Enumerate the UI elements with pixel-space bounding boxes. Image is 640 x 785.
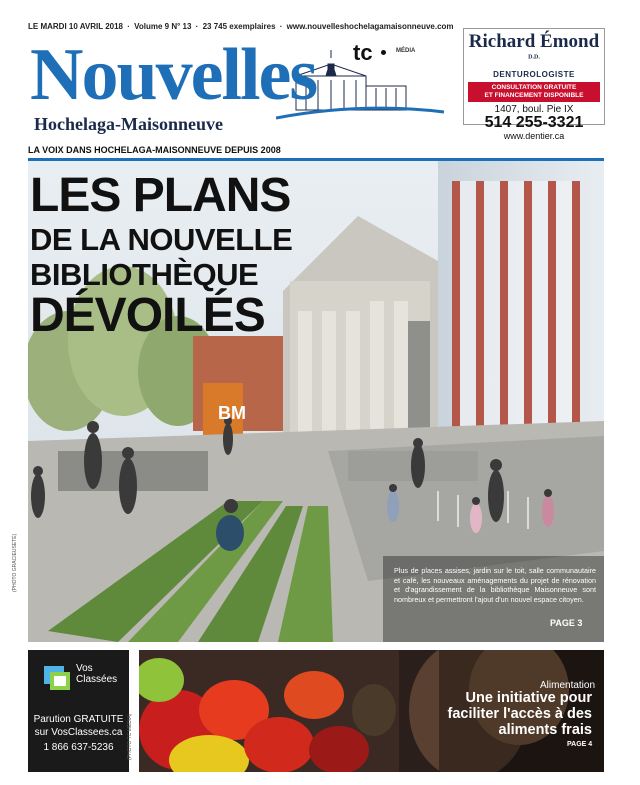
issue-date: LE MARDI 10 AVRIL 2018 bbox=[28, 22, 123, 31]
main-headline bbox=[30, 169, 293, 342]
ad-role: DENTUROLOGISTE bbox=[493, 70, 575, 79]
masthead bbox=[28, 36, 448, 146]
classified-line-1: Parution GRATUITE bbox=[33, 714, 124, 725]
story-page-ref[interactable]: PAGE 3 bbox=[550, 618, 583, 628]
headline-line-2: DE LA NOUVELLE bbox=[30, 222, 293, 257]
teaser-title[interactable]: Une initiative pour faciliter l'accès à des aliments frais bbox=[447, 690, 592, 738]
vos-classees-logo: Vos Classées bbox=[42, 662, 116, 692]
classifieds-ad[interactable] bbox=[28, 650, 129, 772]
food-photo-credit: (PHOTO TC MÉDIA) bbox=[127, 713, 133, 760]
newspaper-subtitle: Hochelaga-Maisonneuve bbox=[34, 114, 223, 134]
ad-phone: 514 255-3321 bbox=[484, 114, 584, 132]
tc-media-logo: tc bbox=[353, 40, 373, 65]
hero-photo-credit: (PHOTO GRACIEUSETÉ) bbox=[12, 533, 18, 592]
teaser-page-ref[interactable]: PAGE 4 bbox=[567, 741, 593, 748]
newspaper-title: Nouvelles bbox=[30, 34, 317, 116]
denturologist-ad[interactable] bbox=[463, 28, 605, 142]
classified-phone: 1 866 637-5236 bbox=[43, 742, 114, 753]
headline-line-1: LES PLANS bbox=[30, 169, 291, 222]
website-link[interactable]: www.nouvelleshochelagamaisonneuve.com bbox=[286, 22, 454, 31]
ad-address: 1407, boul. Pie IX bbox=[494, 104, 574, 116]
building-sign: BM bbox=[218, 403, 246, 423]
teaser-kicker: Alimentation bbox=[540, 680, 596, 691]
ad-name: Richard Émond $^{D.D.}$ bbox=[468, 31, 600, 61]
classees-icon bbox=[42, 662, 72, 692]
tc-dot-icon bbox=[381, 50, 386, 55]
issue-copies: 23 745 exemplaires bbox=[202, 22, 276, 31]
tagline: LA VOIX DANS HOCHELAGA-MAISONNEUVE DEPUIS 2008 bbox=[28, 145, 281, 155]
headline-line-3: BIBLIOTHÈQUE bbox=[30, 257, 259, 292]
photo-caption: Plus de places assises, jardin sur le toit, salle communautaire et café, les nouveaux aménagements du projet de rénovation et d'agrandissement de la bibliothèque Maisonneuve sont nombreux et permettront l'ajout d'un nouvel espace citoyen. bbox=[394, 566, 596, 604]
ad-website[interactable]: www.dentier.ca bbox=[503, 131, 565, 142]
dateline: LE MARDI 10 AVRIL 2018 · Volume 9 N° 13 · 23 745 exemplaires · www.nouvelleshochelagamaisonneuve.com bbox=[28, 22, 454, 31]
tc-media-label: MÉDIA bbox=[396, 48, 416, 54]
issue-volume: Volume 9 N° 13 bbox=[134, 22, 192, 31]
headline-line-4: DÉVOILÉS bbox=[30, 289, 265, 342]
ad-offer: CONSULTATION GRATUITE ET FINANCEMENT DISPONIBLE bbox=[468, 82, 600, 102]
classified-line-2: sur VosClassees.ca bbox=[34, 727, 123, 738]
